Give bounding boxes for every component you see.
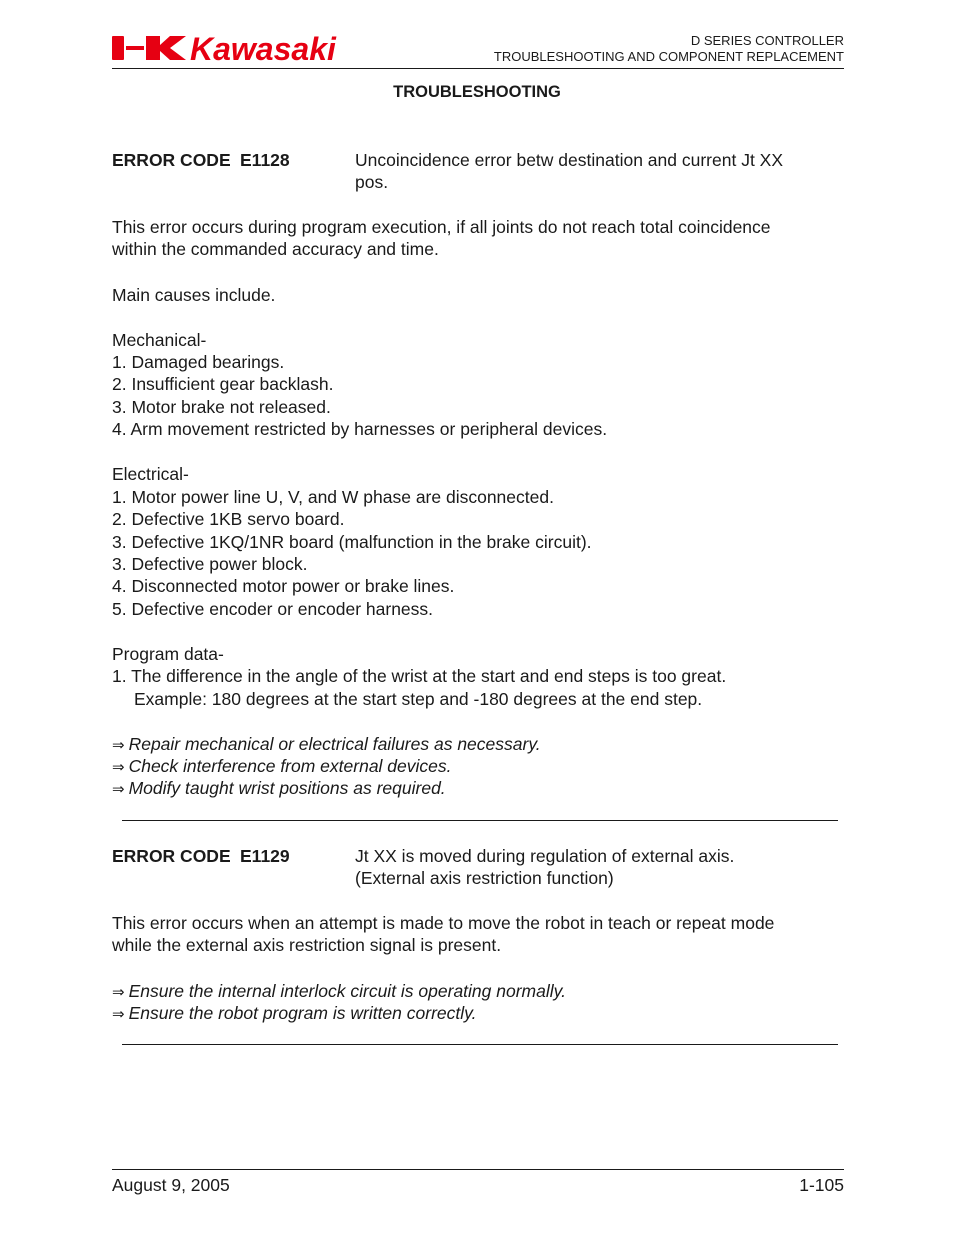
e1128-description: Uncoincidence error betw destination and current Jt XX — [355, 150, 784, 170]
list-item: 3. Defective power block. — [112, 554, 308, 574]
e1128-description-cont: pos. — [355, 172, 389, 192]
brand-wordmark: Kawasaki — [190, 31, 336, 66]
section-title: TROUBLESHOOTING — [393, 83, 561, 101]
e1129-description: Jt XX is moved during regulation of external axis. — [355, 846, 735, 866]
section-separator — [122, 820, 838, 821]
list-item: 3. Motor brake not released. — [112, 397, 331, 417]
action-item — [112, 733, 541, 757]
kawasaki-logo — [112, 30, 390, 66]
footer-rule — [112, 1169, 844, 1170]
header-line-1: D SERIES CONTROLLER — [690, 33, 844, 48]
e1128-intro: This error occurs during program execution, if all joints do not reach total coincidence — [112, 217, 771, 237]
page-number: 1-105 — [799, 1175, 844, 1195]
arrow-right-icon: ⇒ — [112, 758, 125, 776]
e1129-intro-cont: while the external axis restriction signal is present. — [112, 935, 502, 955]
action-text: Check interference from external devices. — [128, 756, 452, 776]
list-item-example: Example: 180 degrees at the start step and -180 degrees at the end step. — [134, 689, 703, 709]
error-code-label: ERROR CODE — [112, 846, 231, 866]
action-text: Modify taught wrist positions as required. — [128, 778, 446, 798]
e1128-intro-cont: within the commanded accuracy and time. — [112, 239, 439, 259]
mechanical-heading: Mechanical- — [112, 330, 207, 350]
list-item: 1. Damaged bearings. — [112, 352, 285, 372]
electrical-heading: Electrical- — [112, 464, 189, 484]
list-item: 4. Disconnected motor power or brake lines. — [112, 576, 455, 596]
list-item: 5. Defective encoder or encoder harness. — [112, 599, 434, 619]
section-separator — [122, 1044, 838, 1045]
list-item: 3. Defective 1KQ/1NR board (malfunction in the brake circuit). — [112, 532, 592, 552]
program-heading: Program data- — [112, 644, 224, 664]
error-code-label: ERROR CODE — [112, 150, 231, 170]
header-rule — [112, 68, 844, 69]
action-text: Repair mechanical or electrical failures as necessary. — [128, 734, 541, 754]
arrow-right-icon: ⇒ — [112, 736, 125, 754]
action-item — [112, 777, 446, 801]
arrow-right-icon: ⇒ — [112, 983, 125, 1001]
error-code-e1129: E1129 — [240, 846, 290, 866]
arrow-right-icon: ⇒ — [112, 780, 125, 798]
footer-date: August 9, 2005 — [112, 1175, 230, 1195]
arrow-right-icon: ⇒ — [112, 1005, 125, 1023]
error-code-e1128: E1128 — [240, 150, 290, 170]
list-item: 1. The difference in the angle of the wrist at the start and end steps is too great. — [112, 666, 727, 686]
action-item — [112, 755, 452, 779]
header-title — [494, 33, 844, 65]
e1129-description-cont: (External axis restriction function) — [355, 868, 614, 888]
list-item: 2. Defective 1KB servo board. — [112, 509, 345, 529]
action-item — [112, 1002, 476, 1026]
header-line-2: TROUBLESHOOTING AND COMPONENT REPLACEMENT — [493, 49, 844, 64]
action-text: Ensure the robot program is written correctly. — [128, 1003, 477, 1023]
action-text: Ensure the internal interlock circuit is operating normally. — [128, 981, 566, 1001]
causes-intro: Main causes include. — [112, 285, 276, 305]
action-item — [112, 980, 566, 1004]
list-item: 4. Arm movement restricted by harnesses or peripheral devices. — [112, 419, 608, 439]
list-item: 2. Insufficient gear backlash. — [112, 374, 334, 394]
list-item: 1. Motor power line U, V, and W phase are disconnected. — [112, 487, 554, 507]
e1129-intro: This error occurs when an attempt is made to move the robot in teach or repeat mode — [112, 913, 775, 933]
